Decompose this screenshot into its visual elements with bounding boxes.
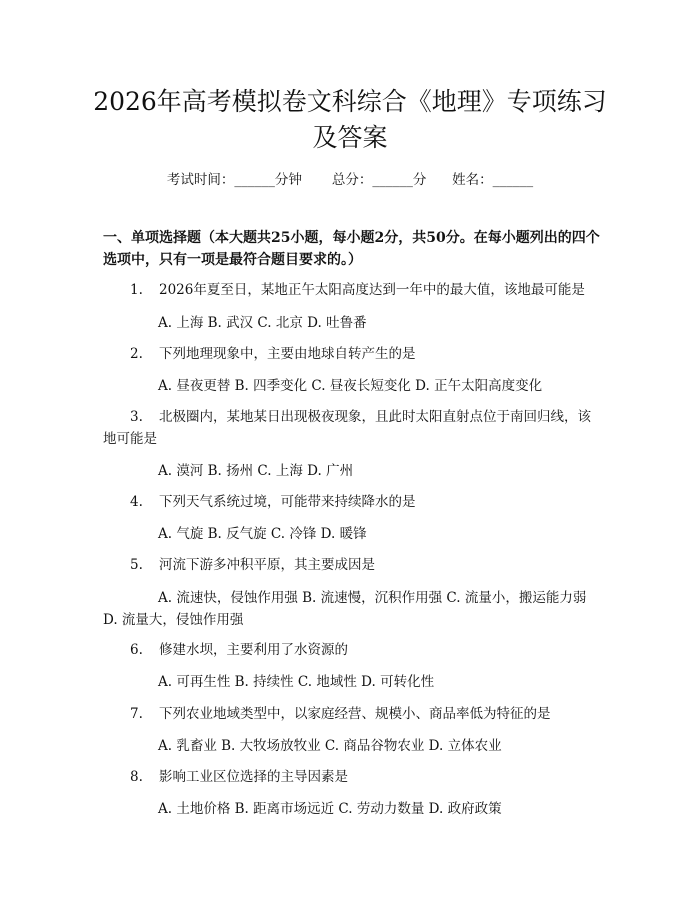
question-options: A. 流速快，侵蚀作用强 B. 流速慢，沉积作用强 C. 流量小，搬运能力弱 D. 流量大，侵蚀作用强 <box>103 590 587 628</box>
question-text: 2026年夏至日，某地正午太阳高度达到一年中的最大值，该地最可能是 <box>159 282 585 298</box>
question-text: 河流下游多冲积平原，其主要成因是 <box>159 557 375 573</box>
student-name-label: 姓名：______ <box>452 172 534 188</box>
question-number: 1. <box>130 282 143 298</box>
question-text: 北极圈内，某地某日出现极夜现象，且此时太阳直射点位于南回归线，该地可能是 <box>103 409 591 447</box>
document-title: 2026年高考模拟卷文科综合《地理》专项练习及答案 <box>93 87 607 152</box>
question-options: A. 乳畜业 B. 大牧场放牧业 C. 商品谷物农业 D. 立体农业 <box>158 738 502 754</box>
question-number: 3. <box>130 409 143 425</box>
question-number: 8. <box>130 769 143 785</box>
question-number: 6. <box>130 642 143 658</box>
question-text: 下列农业地域类型中，以家庭经营、规模小、商品率低为特征的是 <box>159 706 551 722</box>
question-options: A. 漠河 B. 扬州 C. 上海 D. 广州 <box>158 463 354 479</box>
question-stem <box>103 406 601 450</box>
total-score-label: 总分：______分 <box>331 172 427 188</box>
question-stem <box>103 554 601 576</box>
question-stem <box>103 703 601 725</box>
question-stem <box>103 766 601 788</box>
question-text: 下列天气系统过境，可能带来持续降水的是 <box>159 494 416 510</box>
question-number: 2. <box>130 346 143 362</box>
exam-info-line <box>0 170 700 190</box>
question-text: 下列地理现象中，主要由地球自转产生的是 <box>159 346 416 362</box>
question-options: A. 可再生性 B. 持续性 C. 地域性 D. 可转化性 <box>158 674 435 690</box>
question-number: 5. <box>130 557 143 573</box>
question-options: A. 昼夜更替 B. 四季变化 C. 昼夜长短变化 D. 正午太阳高度变化 <box>158 378 543 394</box>
question-options: A. 气旋 B. 反气旋 C. 冷锋 D. 暖锋 <box>158 526 367 542</box>
section-header: 一、单项选择题（本大题共25小题，每小题2分，共50分。在每小题列出的四个选项中，只有一项是最符合题目要求的。） <box>103 230 600 268</box>
question-stem <box>103 639 601 661</box>
question-options: A. 上海 B. 武汉 C. 北京 D. 吐鲁番 <box>158 315 367 331</box>
question-stem <box>103 279 601 301</box>
exam-time-label: 考试时间：______分钟 <box>166 172 302 188</box>
question-text: 影响工业区位选择的主导因素是 <box>159 769 348 785</box>
question-number: 4. <box>130 494 143 510</box>
question-text: 修建水坝，主要利用了水资源的 <box>159 642 348 658</box>
question-stem <box>103 343 601 365</box>
question-options: A. 土地价格 B. 距离市场远近 C. 劳动力数量 D. 政府政策 <box>158 801 502 817</box>
question-stem <box>103 491 601 513</box>
question-number: 7. <box>130 706 143 722</box>
